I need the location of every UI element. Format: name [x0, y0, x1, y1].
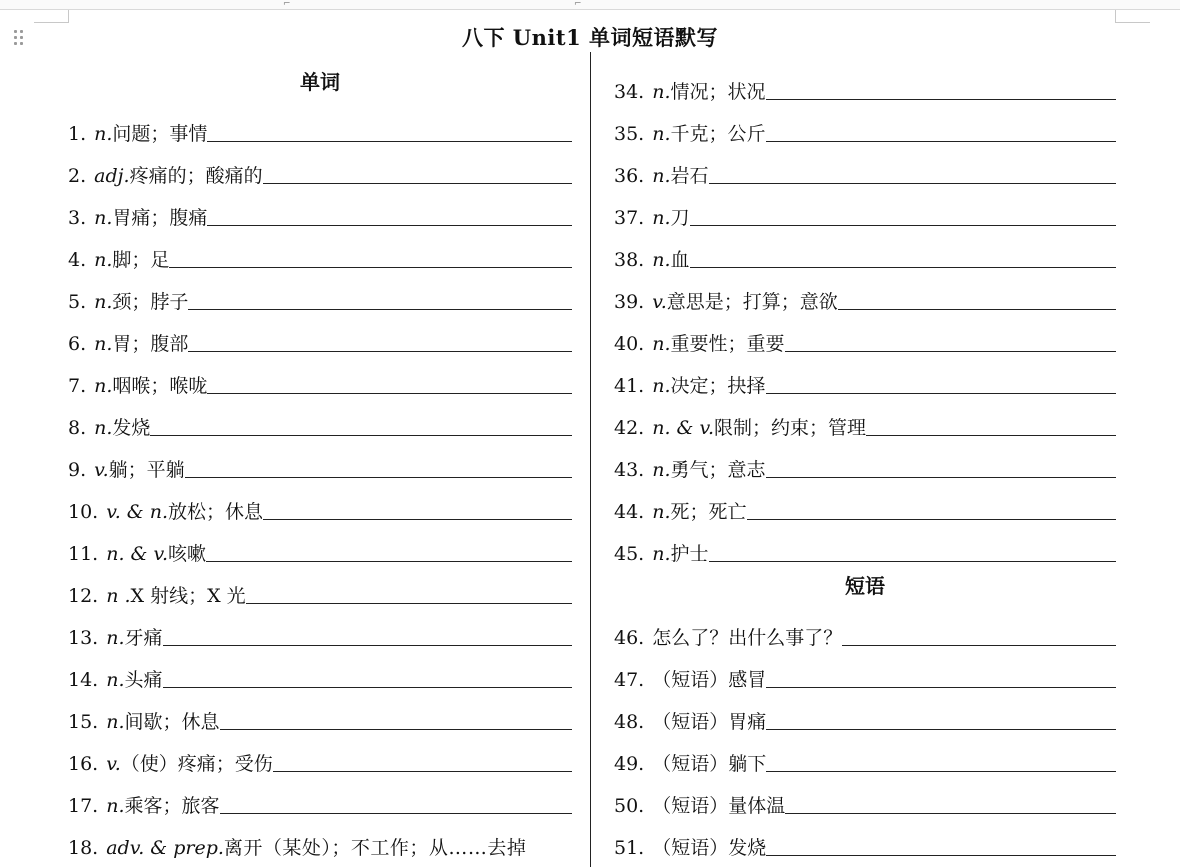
chinese-meaning: 离开（某处）；不工作；从……去掉: [223, 837, 527, 859]
worksheet-item: [68, 524, 572, 566]
item-number: 4.: [68, 249, 87, 271]
section-heading-words: 单词: [300, 70, 340, 94]
item-number: 35.: [614, 123, 645, 145]
worksheet-item: [68, 188, 572, 230]
part-of-speech: n. & v.: [106, 543, 169, 565]
part-of-speech: n.: [94, 291, 113, 313]
part-of-speech: n.: [652, 375, 671, 397]
answer-blank-line[interactable]: [220, 728, 572, 730]
chinese-meaning: 咽喉；喉咙: [112, 375, 208, 397]
chinese-meaning: 情况；状况: [670, 81, 766, 103]
answer-blank-line[interactable]: [150, 434, 572, 436]
column-divider: [590, 52, 591, 867]
item-number: 49.: [614, 753, 645, 775]
chinese-meaning: 千克；公斤: [670, 123, 766, 145]
chinese-meaning: 放松；休息: [168, 501, 264, 523]
answer-blank-line[interactable]: [188, 308, 572, 310]
part-of-speech: n.: [652, 459, 671, 481]
answer-blank-line[interactable]: [690, 266, 1116, 268]
worksheet-item: [68, 314, 572, 356]
chinese-meaning: 疼痛的；酸痛的: [129, 165, 263, 187]
phrases-list: [614, 608, 1116, 860]
chinese-meaning: 胃；腹部: [112, 333, 189, 355]
item-number: 43.: [614, 459, 645, 481]
part-of-speech: n.: [94, 417, 113, 439]
worksheet-item: [68, 734, 572, 776]
item-number: 7.: [68, 375, 87, 397]
chinese-meaning: 乘客；旅客: [124, 795, 220, 817]
item-number: 50.: [614, 795, 645, 817]
answer-blank-line[interactable]: [766, 98, 1116, 100]
item-number: 6.: [68, 333, 87, 355]
item-number: 3.: [68, 207, 87, 229]
part-of-speech: n.: [652, 249, 671, 271]
item-number: 10.: [68, 501, 99, 523]
chinese-meaning: 岩石: [670, 165, 709, 187]
chinese-meaning: 护士: [670, 543, 709, 565]
chinese-meaning: 发烧: [112, 417, 151, 439]
worksheet-item: [68, 650, 572, 692]
part-of-speech: n.: [652, 207, 671, 229]
item-number: 9.: [68, 459, 87, 481]
chinese-meaning: 死；死亡: [670, 501, 747, 523]
answer-blank-line[interactable]: [842, 644, 1116, 646]
answer-blank-line[interactable]: [690, 224, 1116, 226]
ruler-marker-left: ⌐: [283, 0, 291, 9]
answer-blank-line[interactable]: [766, 728, 1116, 730]
chinese-meaning: 间歇；休息: [124, 711, 220, 733]
part-of-speech: n.: [94, 249, 113, 271]
answer-blank-line[interactable]: [263, 182, 572, 184]
chinese-meaning: 决定；抉择: [670, 375, 766, 397]
part-of-speech: n.: [106, 669, 125, 691]
worksheet-item: [614, 188, 1116, 230]
part-of-speech: n.: [652, 81, 671, 103]
worksheet-item: [614, 356, 1116, 398]
answer-blank-line[interactable]: [169, 266, 572, 268]
answer-blank-line[interactable]: [207, 224, 572, 226]
answer-blank-line[interactable]: [709, 182, 1116, 184]
item-number: 5.: [68, 291, 87, 313]
answer-blank-line[interactable]: [163, 644, 572, 646]
answer-blank-line[interactable]: [766, 854, 1116, 856]
worksheet-item: [68, 692, 572, 734]
item-number: 1.: [68, 123, 87, 145]
item-number: 2.: [68, 165, 87, 187]
chinese-meaning: 刀: [670, 207, 690, 229]
part-of-speech: n.: [94, 375, 113, 397]
worksheet-item: [614, 146, 1116, 188]
worksheet-item: [68, 776, 572, 818]
part-of-speech: n.: [652, 543, 671, 565]
worksheet-item: [614, 230, 1116, 272]
answer-blank-line[interactable]: [785, 812, 1116, 814]
item-number: 46.: [614, 627, 645, 649]
worksheet-item: [614, 650, 1116, 692]
part-of-speech: n.: [94, 207, 113, 229]
part-of-speech: v.: [106, 753, 121, 775]
answer-blank-line[interactable]: [163, 686, 572, 688]
worksheet-item: [614, 440, 1116, 482]
answer-blank-line[interactable]: [766, 770, 1116, 772]
item-number: 51.: [614, 837, 645, 859]
part-of-speech: adv. & prep.: [106, 837, 224, 859]
answer-blank-line[interactable]: [263, 518, 572, 520]
item-number: 12.: [68, 585, 99, 607]
chinese-meaning: 怎么了？出什么事了？: [652, 627, 843, 649]
chinese-meaning: （使）疼痛；受伤: [120, 753, 273, 775]
worksheet-item: [614, 818, 1116, 860]
item-number: 11.: [68, 543, 99, 565]
item-number: 40.: [614, 333, 645, 355]
worksheet-item: [68, 104, 572, 146]
chinese-meaning: （短语）躺下: [652, 753, 767, 775]
chinese-meaning: （短语）发烧: [652, 837, 767, 859]
chinese-meaning: 脚；足: [112, 249, 170, 271]
part-of-speech: n.: [94, 123, 113, 145]
item-number: 13.: [68, 627, 99, 649]
worksheet-item: [68, 398, 572, 440]
worksheet-item: [68, 440, 572, 482]
worksheet-item: [614, 62, 1116, 104]
answer-blank-line[interactable]: [206, 560, 572, 562]
item-number: 37.: [614, 207, 645, 229]
part-of-speech: n.: [652, 333, 671, 355]
worksheet-item: [614, 272, 1116, 314]
worksheet-item: [68, 356, 572, 398]
answer-blank-line[interactable]: [188, 350, 572, 352]
worksheet-item: [614, 398, 1116, 440]
part-of-speech: n. & v.: [652, 417, 715, 439]
item-number: 16.: [68, 753, 99, 775]
part-of-speech: n.: [94, 333, 113, 355]
worksheet-item: [614, 482, 1116, 524]
item-number: 34.: [614, 81, 645, 103]
chinese-meaning: 颈；脖子: [112, 291, 189, 313]
chinese-meaning: （短语）胃痛: [652, 711, 767, 733]
item-number: 47.: [614, 669, 645, 691]
answer-blank-line[interactable]: [785, 350, 1116, 352]
answer-blank-line[interactable]: [766, 686, 1116, 688]
chinese-meaning: 躺；平躺: [108, 459, 185, 481]
answer-blank-line[interactable]: [838, 308, 1116, 310]
chinese-meaning: 头痛: [124, 669, 163, 691]
item-number: 45.: [614, 543, 645, 565]
part-of-speech: v.: [94, 459, 109, 481]
part-of-speech: v. & n.: [106, 501, 169, 523]
chinese-meaning: 牙痛: [124, 627, 163, 649]
worksheet-item: [614, 524, 1116, 566]
worksheet-item: [68, 818, 572, 860]
item-number: 42.: [614, 417, 645, 439]
item-number: 17.: [68, 795, 99, 817]
worksheet-item: [68, 230, 572, 272]
section-heading-phrases: 短语: [845, 574, 885, 598]
worksheet-item: [68, 146, 572, 188]
worksheet-item: [614, 734, 1116, 776]
item-number: 8.: [68, 417, 87, 439]
part-of-speech: n.: [652, 165, 671, 187]
worksheet-item: [614, 608, 1116, 650]
part-of-speech: n.: [106, 711, 125, 733]
part-of-speech: v.: [652, 291, 667, 313]
item-number: 15.: [68, 711, 99, 733]
worksheet-item: [614, 776, 1116, 818]
chinese-meaning: 意思是；打算；意欲: [666, 291, 838, 313]
item-number: 41.: [614, 375, 645, 397]
chinese-meaning: X 射线；X 光: [130, 585, 246, 607]
chinese-meaning: （短语）量体温: [652, 795, 786, 817]
answer-blank-line[interactable]: [766, 392, 1116, 394]
item-number: 39.: [614, 291, 645, 313]
words-list-right: [614, 62, 1116, 566]
answer-blank-line[interactable]: [207, 392, 572, 394]
answer-blank-line[interactable]: [207, 140, 572, 142]
chinese-meaning: 问题；事情: [112, 123, 208, 145]
answer-blank-line[interactable]: [220, 812, 572, 814]
top-ruler: [0, 0, 1180, 10]
words-list-left: [68, 104, 572, 860]
chinese-meaning: 限制；约束；管理: [714, 417, 867, 439]
part-of-speech: n.: [106, 627, 125, 649]
chinese-meaning: 勇气；意志: [670, 459, 766, 481]
answer-blank-line[interactable]: [185, 476, 572, 478]
page-title: 八下 Unit1 单词短语默写: [462, 25, 718, 50]
chinese-meaning: 血: [670, 249, 690, 271]
chinese-meaning: （短语）感冒: [652, 669, 767, 691]
item-number: 36.: [614, 165, 645, 187]
answer-blank-line[interactable]: [766, 140, 1116, 142]
item-number: 14.: [68, 669, 99, 691]
answer-blank-line[interactable]: [709, 560, 1116, 562]
worksheet-item: [68, 272, 572, 314]
part-of-speech: adj.: [94, 165, 130, 187]
part-of-speech: n.: [106, 795, 125, 817]
answer-blank-line[interactable]: [866, 434, 1116, 436]
answer-blank-line[interactable]: [246, 602, 572, 604]
part-of-speech: n.: [652, 501, 671, 523]
chinese-meaning: 胃痛；腹痛: [112, 207, 208, 229]
chinese-meaning: 咳嗽: [168, 543, 207, 565]
part-of-speech: n.: [652, 123, 671, 145]
chinese-meaning: 重要性；重要: [670, 333, 785, 355]
worksheet-item: [68, 566, 572, 608]
worksheet-item: [614, 692, 1116, 734]
item-number: 38.: [614, 249, 645, 271]
item-number: 48.: [614, 711, 645, 733]
answer-blank-line[interactable]: [766, 476, 1116, 478]
ruler-marker-right: ⌐: [574, 0, 582, 9]
worksheet-item: [68, 608, 572, 650]
item-number: 18.: [68, 837, 99, 859]
answer-blank-line[interactable]: [747, 518, 1116, 520]
worksheet-item: [614, 314, 1116, 356]
left-column: [68, 62, 572, 860]
worksheet-item: [614, 104, 1116, 146]
right-column: [614, 62, 1116, 860]
part-of-speech: n .: [106, 585, 131, 607]
worksheet-item: [68, 482, 572, 524]
item-number: 44.: [614, 501, 645, 523]
answer-blank-line[interactable]: [273, 770, 572, 772]
